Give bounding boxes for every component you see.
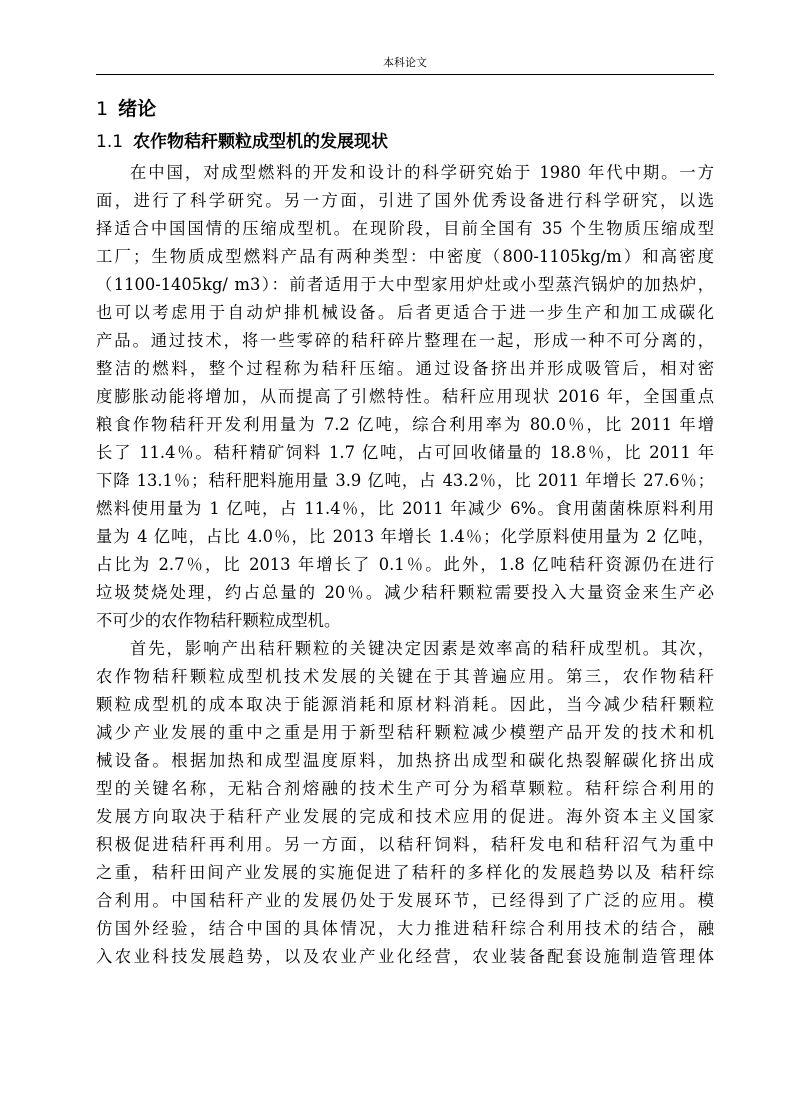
paragraph-line: 在中国，对成型燃料的开发和设计的科学研究始于 1980 年代中期。一方 [130,163,714,182]
section-title-text: 农作物秸秆颗粒成型机的发展现状 [133,132,389,152]
paragraph-line: 燃料使用量为 1 亿吨，占 11.4％，比 2011 年减少 6%。食用菌菌株原料利用 [96,499,714,518]
paragraph-line: 也可以考虑用于自动炉排机械设备。后者更适合于进一步生产和加工成碳化 [96,303,714,322]
paragraph-line: 积极促进秸秆再利用。另一方面，以秸秆饲料，秸秆发电和秸秆沼气为重中 [96,835,714,854]
paragraph-line: 仿国外经验，结合中国的具体情况，大力推进秸秆综合利用技术的结合，融 [96,919,714,938]
header-rule [96,74,714,75]
paragraph-line: 首先，影响产出秸秆颗粒的关键决定因素是效率高的秸秆成型机。其次， [130,639,714,658]
paragraph-line: 下降 13.1％；秸秆肥料施用量 3.9 亿吨，占 43.2％，比 2011 年增长 27.6％； [96,471,714,490]
paragraph-line: 整洁的燃料，整个过程称为秸秆压缩。通过设备挤出并形成吸管后，相对密 [96,359,714,378]
paragraph-line: 量为 4 亿吨，占比 4.0％，比 2013 年增长 1.4％；化学原料使用量为 2 亿吨， [96,527,714,546]
section-title [96,130,388,154]
paragraph-line: 度膨胀动能将增加，从而提高了引燃特性。秸秆应用现状 2016 年，全国重点 [96,387,714,406]
paragraph-line: 不可少的农作物秸秆颗粒成型机。 [96,611,341,630]
paragraph-line: 工厂；生物质成型燃料产品有两种类型：中密度（800-1105kg/m）和高密度 [96,247,714,266]
chapter-title [96,97,156,121]
running-header: 本科论文 [383,56,427,69]
paragraph-line: 入农业科技发展趋势，以及农业产业化经营，农业装备配套设施制造管理体 [96,947,714,966]
paragraph-2 [96,635,714,971]
paragraph-line: 减少产业发展的重中之重是用于新型秸秆颗粒减少模塑产品开发的技术和机 [96,723,714,742]
paragraph-line: 发展方向取决于秸秆产业发展的完成和技术应用的促进。海外资本主义国家 [96,807,714,826]
chapter-number: 1 [96,98,109,120]
paragraph-line: 产品。通过技术，将一些零碎的秸秆碎片整理在一起，形成一种不可分离的， [96,331,714,350]
paragraph-line: 面，进行了科学研究。另一方面，引进了国外优秀设备进行科学研究，以选 [96,191,714,210]
paragraph-line: （1100-1405kg/ m3）：前者适用于大中型家用炉灶或小型蒸汽锅炉的加热炉， [96,275,714,294]
paragraph-line: 之重，秸秆田间产业发展的实施促进了秸秆的多样化的发展趋势以及 秸秆综 [96,863,714,882]
paragraph-line: 长了 11.4％。秸秆精矿饲料 1.7 亿吨，占可回收储量的 18.8％，比 2011 年 [96,443,714,462]
paragraph-line: 型的关键名称，无粘合剂熔融的技术生产可分为稻草颗粒。秸秆综合利用的 [96,779,714,798]
paragraph-line: 农作物秸秆颗粒成型机技术发展的关键在于其普遍应用。第三，农作物秸秆 [96,667,714,686]
paragraph-1 [96,159,714,635]
paragraph-line: 合利用。中国秸秆产业的发展仍处于发展环节，已经得到了广泛的应用。模 [96,891,714,910]
paragraph-line: 择适合中国国情的压缩成型机。在现阶段，目前全国有 35 个生物质压缩成型 [96,219,714,238]
paragraph-line: 粮食作物秸秆开发利用量为 7.2 亿吨，综合利用率为 80.0％，比 2011 年增 [96,415,714,434]
paragraph-line: 占比为 2.7％，比 2013 年增长了 0.1％。此外，1.8 亿吨秸秆资源仍在进行 [96,555,714,574]
body-text [96,159,714,971]
paragraph-line: 械设备。根据加热和成型温度原料，加热挤出成型和碳化热裂解碳化挤出成 [96,751,714,770]
section-number: 1.1 [96,132,124,152]
paragraph-line: 颗粒成型机的成本取决于能源消耗和原材料消耗。因此，当今减少秸秆颗粒 [96,695,714,714]
chapter-title-text: 绪论 [118,98,157,120]
paragraph-line: 垃圾焚烧处理，约占总量的 20％。减少秸秆颗粒需要投入大量资金来生产必 [96,583,714,602]
